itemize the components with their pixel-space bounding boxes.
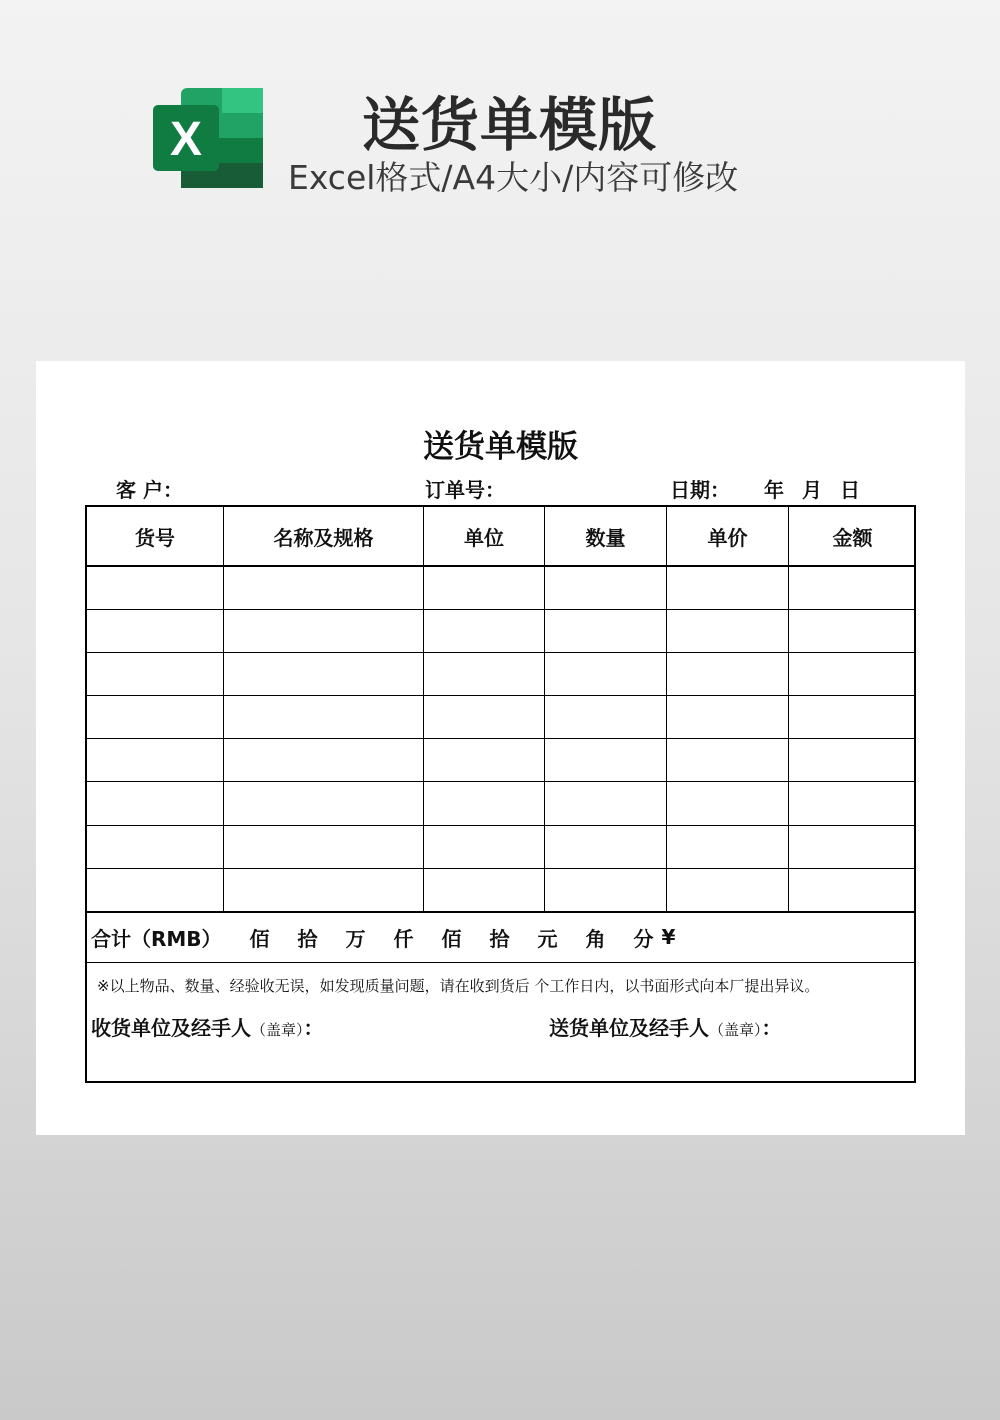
- excel-logo-letter: X: [169, 113, 203, 166]
- row-divider: [87, 868, 914, 869]
- receiver-signature: [91, 1012, 324, 1041]
- column-divider: [423, 507, 424, 912]
- unit-fen: 分: [633, 926, 654, 951]
- unit-yuan: 元: [537, 926, 558, 951]
- date-year: 年: [764, 478, 784, 502]
- row-divider: [87, 738, 914, 739]
- unit-ten-thousand: 万: [345, 926, 366, 951]
- order-number-label: 订单号：: [425, 478, 505, 502]
- column-divider: [666, 507, 667, 912]
- footer-divider: [87, 962, 914, 963]
- total-row: [91, 912, 675, 962]
- receiver-label: 收货单位及经手人: [91, 1016, 251, 1040]
- receiver-colon: ：: [303, 1016, 324, 1040]
- unit-thousand: 仟: [393, 926, 414, 951]
- row-divider: [87, 695, 914, 696]
- row-divider: [87, 825, 914, 826]
- banner-title: 送货单模版: [362, 91, 658, 159]
- column-header-item-no: 货号: [135, 525, 175, 550]
- acceptance-note: ※以上物品、数量、经验收无误，如发现质量问题，请在收到货后 个工作日内，以书面形式向本厂提出异议。: [97, 977, 820, 995]
- date-day: 日: [840, 478, 860, 502]
- sender-signature: [549, 1012, 782, 1041]
- customer-label: 客 户：: [116, 478, 183, 502]
- column-header-amount: 金额: [832, 525, 873, 550]
- column-header-unit: 单位: [464, 525, 504, 550]
- receiver-stamp: （盖章）: [251, 1021, 304, 1039]
- document-title: 送货单模版: [423, 429, 578, 465]
- sender-stamp: （盖章）: [709, 1021, 762, 1039]
- column-header-unit-price: 单价: [707, 525, 748, 550]
- row-divider: [87, 609, 914, 610]
- date-month: 月: [802, 478, 822, 502]
- delivery-table: [85, 505, 916, 1083]
- row-divider: [87, 781, 914, 782]
- unit-jiao: 角: [585, 926, 606, 951]
- column-divider: [223, 507, 224, 912]
- column-divider: [788, 507, 789, 912]
- document-page: [36, 361, 965, 1135]
- row-divider: [87, 652, 914, 653]
- column-header-quantity: 数量: [585, 525, 626, 550]
- date-label: 日期：: [670, 478, 730, 502]
- unit-ten: 拾: [489, 926, 510, 951]
- total-label: 合计（RMB）: [91, 926, 222, 951]
- excel-icon: [153, 88, 263, 188]
- unit-hundred-million: 佰: [249, 926, 270, 951]
- banner-subtitle: Excel格式/A4大小/内容可修改: [288, 158, 739, 197]
- currency-symbol: ¥: [661, 925, 676, 949]
- column-header-name-spec: 名称及规格: [273, 525, 374, 550]
- sender-colon: ：: [761, 1016, 782, 1040]
- column-divider: [544, 507, 545, 912]
- header-divider: [87, 565, 914, 567]
- unit-hundred: 佰: [441, 926, 462, 951]
- sender-label: 送货单位及经手人: [549, 1016, 709, 1040]
- unit-ten-million: 拾: [297, 926, 318, 951]
